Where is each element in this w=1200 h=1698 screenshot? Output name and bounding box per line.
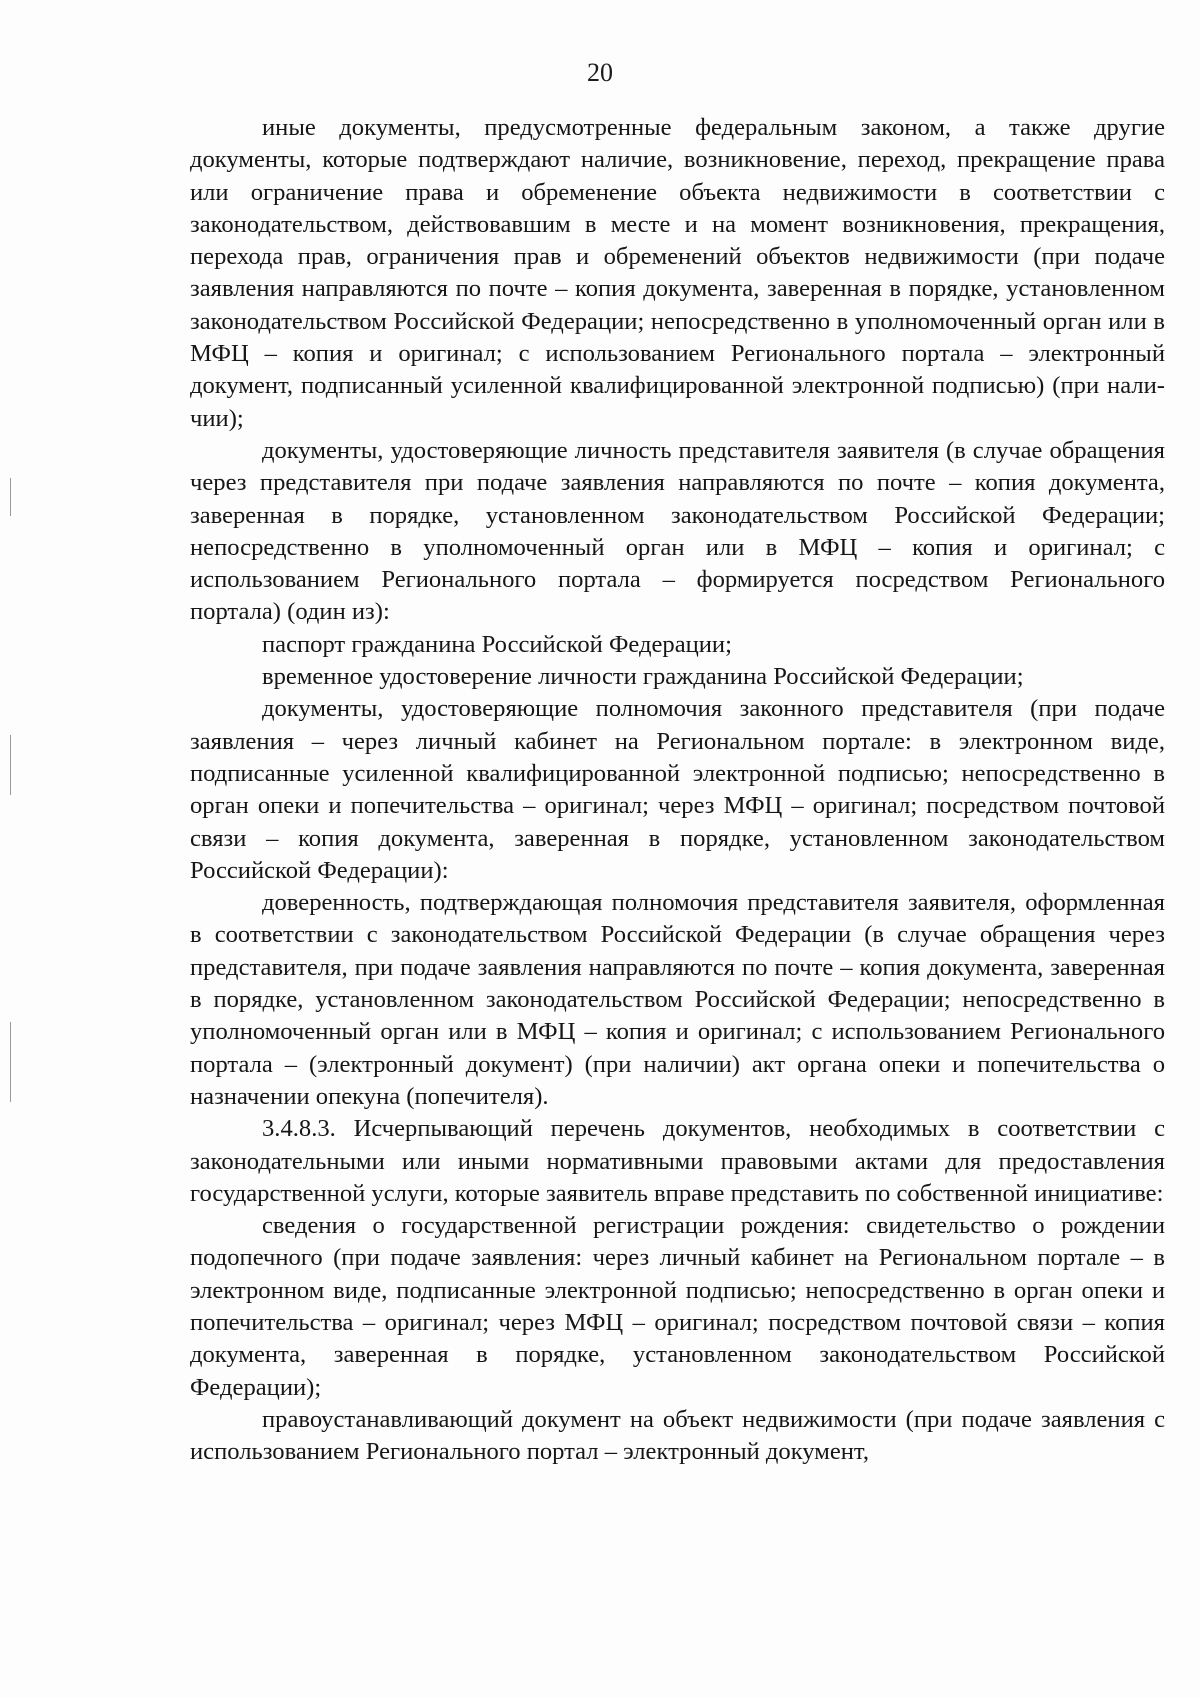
list-item-temporary-id: временное удостоверение личности гражданина Российской Федерации; bbox=[262, 663, 1024, 691]
paragraph-representative-identity: документы, удостоверяющие личность представителя заявителя (в случае обращения через представителя при подаче заявления направляются по почте – копия документа, заверенная в порядке, установленном законодательством Российской Федерации; непосредственно в уполномоченный орган или в МФЦ – копия и оригинал; с использованием Регионального портала – формируется посредством Регионального портала) (один из): bbox=[190, 436, 1165, 626]
scan-mark bbox=[10, 735, 11, 795]
scan-mark bbox=[10, 1022, 11, 1102]
body-text bbox=[190, 112, 1165, 1468]
list-item-passport: паспорт гражданина Российской Федерации; bbox=[262, 630, 732, 658]
paragraph-title-document: правоустанавливающий документ на объект недвижимости (при подаче заявления с использованием Регионального портал – электронный документ, bbox=[190, 1405, 1165, 1466]
page-number: 20 bbox=[587, 58, 613, 87]
paragraph-section-3-4-8-3: 3.4.8.3. Исчерпывающий перечень документов, необходимых в соответствии с законодательными или иными нормативными правовыми актами для предоставления государственной услуги, которые заявитель вправе представить по собственной инициативе: bbox=[190, 1115, 1165, 1207]
scan-mark bbox=[10, 478, 11, 516]
paragraph-power-of-attorney: доверенность, подтверждающая полномочия представителя заявителя, оформленная в соответствии с законодательством Российской Федерации (в случае обращения через представителя, при подаче заявления направляются по почте – копия документа, заверенная в порядке, установленном законодательством Российской Федерации; непосредственно в уполномоченный орган или в МФЦ – копия и оригинал; с использованием Регионального портала – (электронный документ) (при наличии) акт органа опеки и попечительства о назначении опекуна (попечителя). bbox=[190, 889, 1165, 1110]
paragraph-other-documents: иные документы, предусмотренные федеральным законом, а также другие документы, которые подтверждают наличие, возникновение, переход, прекращение права или ограничение права и обременение объекта недвижимости в соответствии с законодательством, действовавшим в месте и на момент возникновения, прекращения, перехода прав, ограничения прав и обременений объектов недвижимости (при подаче заявления направляются по почте – копия документа, заверенная в порядке, установленном законодательством Российской Федерации; непосредственно в уполномоченный орган или в МФЦ – копия и оригинал; с использованием Регионального портала – электронный документ, подписанный усиленной квалифицированной электронной подписью) (при наличии); bbox=[190, 114, 1165, 432]
paragraph-legal-representative: документы, удостоверяющие полномочия законного представителя (при подаче заявления – через личный кабинет на Региональном портале: в электронном виде, подписанные усиленной квалифицированной электронной подписью; непосредственно в орган опеки и попечительства – оригинал; через МФЦ – оригинал; посредством почтовой связи – копия документа, заверенная в порядке, установленном законодательством Российской Федерации): bbox=[190, 695, 1165, 884]
paragraph-birth-registration: сведения о государственной регистрации рождения: свидетельство о рождении подопечного (при подаче заявления: через личный кабинет на Региональном портале – в электронном виде, подписанные электронной подписью; непосредственно в орган опеки и попечительства – оригинал; через МФЦ – оригинал; посредством почтовой связи – копия документа, заверенная в порядке, установленном законодательством Российской Федерации); bbox=[190, 1212, 1165, 1401]
